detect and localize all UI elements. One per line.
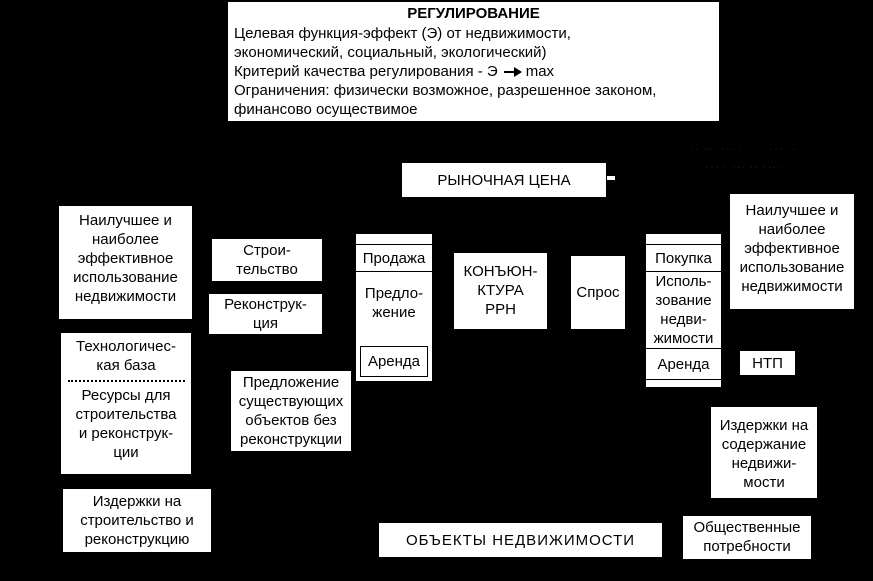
box-line: ции bbox=[113, 444, 139, 461]
faint-artifact-text bbox=[648, 139, 838, 175]
criterion-text: Критерий качества регулирования - Э bbox=[234, 63, 498, 80]
top-strip bbox=[646, 234, 721, 245]
construction-costs-box bbox=[62, 488, 212, 553]
regulation-line-2: экономический, социальный, экологический) bbox=[234, 44, 547, 61]
box-line: Издержки на bbox=[719, 417, 809, 434]
box-line: использование bbox=[739, 259, 845, 276]
use-section bbox=[646, 272, 721, 349]
box-line: Строи- bbox=[243, 242, 291, 259]
box-line: жение bbox=[372, 304, 416, 321]
box-line: строительство и bbox=[80, 512, 194, 529]
box-line: строительства bbox=[75, 406, 177, 423]
hbu-right-box bbox=[729, 193, 855, 310]
hbu-left-box bbox=[58, 205, 193, 320]
criterion-max-text: max bbox=[525, 63, 555, 80]
box-line: наиболее bbox=[91, 231, 160, 248]
market-price-box: РЫНОЧНАЯ ЦЕНА bbox=[401, 162, 607, 198]
box-line: Исполь- bbox=[655, 273, 712, 290]
regulation-line-4: Ограничения: физически возможное, разрешенное законом, bbox=[234, 82, 657, 99]
box-line: недвижи- bbox=[731, 455, 797, 472]
regulation-line-1: Целевая функция-эффект (Э) от недвижимости, bbox=[234, 25, 571, 42]
maintenance-costs-box bbox=[710, 406, 818, 499]
box-line: недви- bbox=[660, 311, 707, 328]
public-needs-box bbox=[682, 515, 812, 560]
box-line: реконструкции bbox=[240, 431, 342, 448]
purchase-section: Покупка bbox=[646, 245, 721, 272]
box-line: Издержки на bbox=[92, 493, 182, 510]
dotted-divider bbox=[68, 380, 185, 382]
tick-artifact bbox=[607, 176, 615, 180]
ntp-box: НТП bbox=[739, 350, 796, 376]
top-strip bbox=[356, 234, 432, 245]
supply-section bbox=[356, 272, 432, 322]
box-line: существующих bbox=[238, 393, 344, 410]
box-line: использование bbox=[73, 269, 178, 286]
box-line: Предло- bbox=[364, 285, 424, 302]
box-line: ция bbox=[252, 315, 279, 332]
tech-base-resources-box bbox=[60, 332, 192, 475]
box-line: КТУРА bbox=[477, 282, 524, 299]
box-line: наиболее bbox=[758, 221, 826, 238]
construction-box bbox=[211, 238, 323, 282]
regulation-line-5: финансово осуществимое bbox=[234, 101, 418, 118]
box-line: Наилучшее и bbox=[745, 202, 839, 219]
existing-objects-supply-box bbox=[230, 370, 352, 452]
box-line: эффективное bbox=[77, 250, 174, 267]
box-line: Общественные bbox=[693, 519, 801, 536]
regulation-title: РЕГУЛИРОВАНИЕ bbox=[407, 5, 540, 22]
box-line: Технологичес- bbox=[76, 338, 176, 355]
box-line: Предложение bbox=[242, 374, 340, 391]
box-line: и реконструк- bbox=[78, 425, 174, 442]
sale-section: Продажа bbox=[356, 245, 432, 272]
regulation-box bbox=[227, 1, 720, 122]
faint-artifact-line: ·· ··· ··· · ·· · ··· ·· bbox=[689, 140, 797, 156]
box-line: содержание bbox=[721, 436, 807, 453]
box-line: эффективное bbox=[744, 240, 840, 257]
box-line: РРН bbox=[485, 301, 516, 318]
regulation-line-3 bbox=[234, 62, 713, 81]
box-line: тельство bbox=[236, 261, 298, 278]
box-line: Ресурсы для bbox=[81, 387, 171, 404]
box-line: Наилучшее и bbox=[79, 212, 172, 229]
rent-inner-box: Аренда bbox=[360, 346, 428, 377]
faint-artifact-line: ··· · ··· ·· ···· bbox=[704, 158, 782, 174]
box-line: КОНЪЮН- bbox=[463, 263, 538, 280]
purchase-use-rent-box bbox=[645, 233, 722, 388]
box-line: недвижимости bbox=[74, 288, 177, 305]
box-line: жимости bbox=[653, 330, 714, 347]
reconstruction-box bbox=[208, 293, 323, 335]
box-line: зование bbox=[655, 292, 712, 309]
box-line: объектов без bbox=[245, 412, 337, 429]
box-line: потребности bbox=[703, 538, 791, 555]
rent-section: Аренда bbox=[646, 349, 721, 380]
right-arrow-icon bbox=[504, 62, 522, 81]
real-estate-objects-box: ОБЪЕКТЫ НЕДВИЖИМОСТИ bbox=[378, 522, 663, 558]
market-conjuncture-box bbox=[453, 252, 548, 330]
demand-box: Спрос bbox=[570, 255, 626, 330]
box-line: мости bbox=[743, 474, 785, 491]
box-line: кая база bbox=[96, 357, 156, 374]
box-line: Реконструк- bbox=[224, 296, 307, 313]
sale-supply-rent-box bbox=[355, 233, 433, 382]
box-line: недвижимости bbox=[741, 278, 843, 295]
box-line: реконструкцию bbox=[84, 531, 190, 548]
